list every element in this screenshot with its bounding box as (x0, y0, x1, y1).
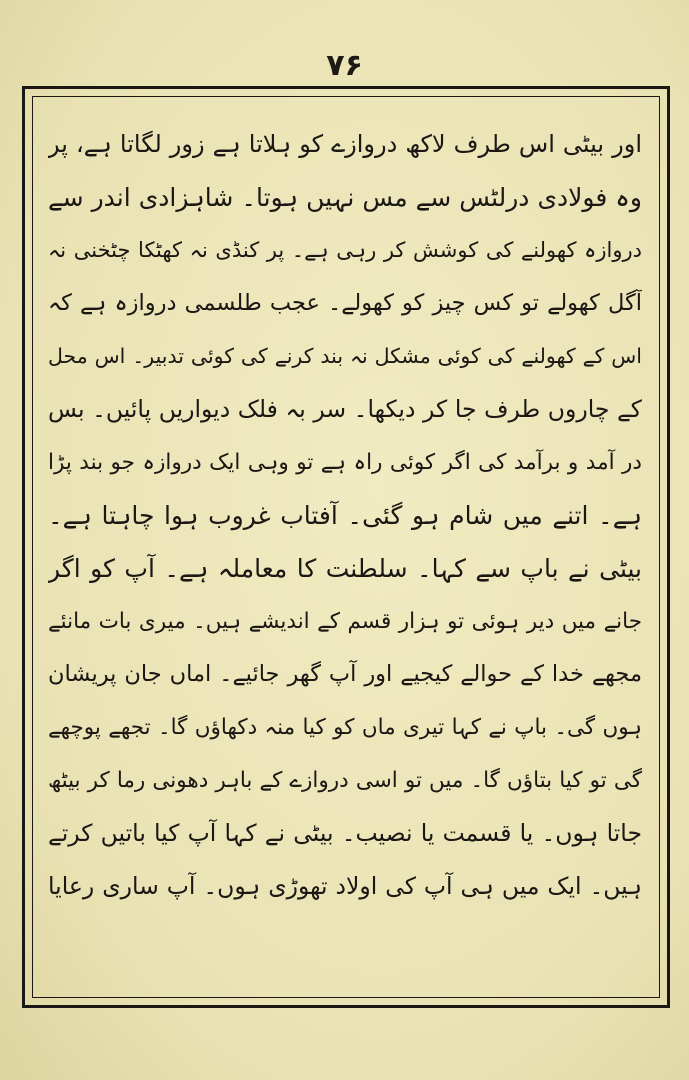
text-line: جاتا ہوں۔ یا قسمت یا نصیب۔ بیٹی نے کہا آپ کیا باتیں کرتے (48, 819, 642, 847)
text-line: آگل کھولے تو کس چیز کو کھولے۔ عجب طلسمی دروازہ ہے کہ (48, 290, 642, 316)
page-number: ۷۶ (326, 48, 363, 83)
text-line: جانے میں دیر ہوئی تو ہزار قسم کے اندیشے ہیں۔ میری بات مانئے (48, 609, 642, 634)
text-line: گی تو کیا بتاؤں گا۔ میں تو اسی دروازے کے باہر دھونی رما کر بیٹھ (48, 768, 642, 793)
text-line: در آمد و برآمد کی اگر کوئی راہ ہے تو وہی ایک دروازہ جو بند پڑا (48, 450, 642, 475)
text-line: بیٹی نے باپ سے کہا۔ سلطنت کا معاملہ ہے۔ آپ کو اگر (48, 554, 642, 583)
body-text (48, 118, 642, 968)
text-line: دروازہ کھولنے کی کوشش کر رہی ہے۔ پر کنڈی نہ کھٹکا چٹخنی نہ (48, 238, 642, 262)
text-line: اس کے کھولنے کی کوئی مشکل نہ بند کرنے کی کوئی تدبیر۔ اس محل (48, 344, 642, 368)
text-line: وہ فولادی درلٹس سے مس نہیں ہوتا۔ شاہزادی اندر سے (48, 183, 642, 212)
text-line: کے چاروں طرف جا کر دیکھا۔ سر بہ فلک دیواریں پائیں۔ بس (48, 395, 642, 423)
text-line: ہیں۔ ایک میں ہی آپ کی اولاد تھوڑی ہوں۔ آپ ساری رعایا (48, 872, 642, 900)
text-line: اور بیٹی اس طرف لاکھ دروازے کو ہلاتا ہے زور لگاتا ہے، پر (48, 130, 642, 158)
text-line: مجھے خدا کے حوالے کیجیے اور آپ گھر جائیے۔ اماں جان پریشان (48, 661, 642, 687)
text-line: ہے۔ اتنے میں شام ہو گئی۔ آفتاب غروب ہوا چاہتا ہے۔ (48, 501, 642, 530)
text-line: ہوں گی۔ باپ نے کہا تیری ماں کو کیا منہ دکھاؤں گا۔ تجھے پوچھے (48, 715, 642, 740)
